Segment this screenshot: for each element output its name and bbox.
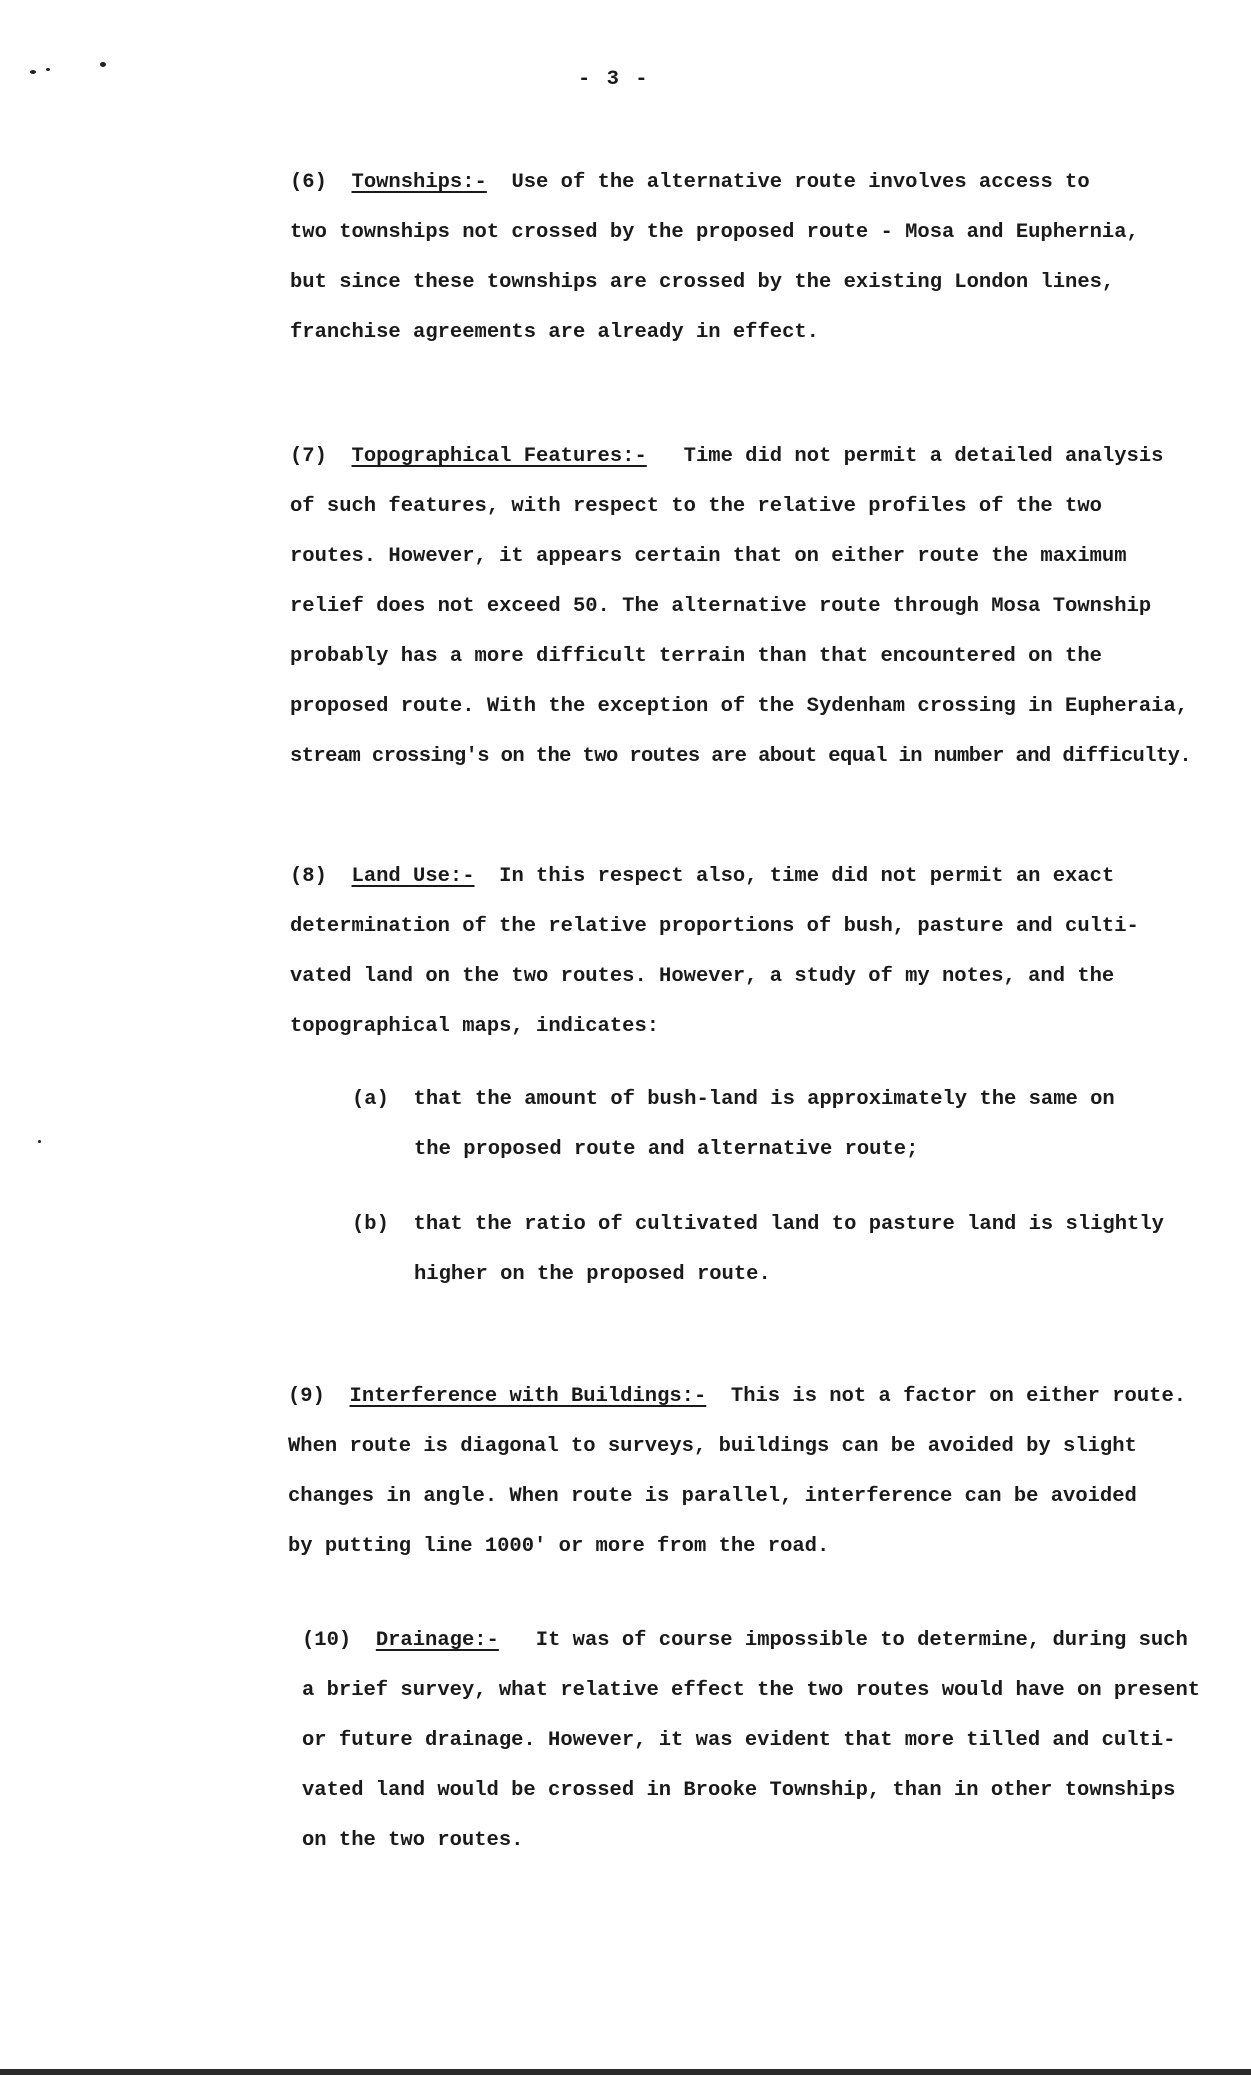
text-line: routes. However, it appears certain that on either route the maximum bbox=[290, 545, 1127, 568]
text-line: the proposed route and alternative route; bbox=[414, 1138, 919, 1161]
section-heading: Townships:- bbox=[351, 171, 487, 194]
text-line: vated land would be crossed in Brooke Township, than in other townships bbox=[302, 1779, 1176, 1802]
text-line: This is not a factor on either route. bbox=[730, 1385, 1187, 1408]
text-line: two townships not crossed by the proposed route - Mosa and Euphernia, bbox=[290, 221, 1139, 244]
section-number: (6) bbox=[290, 171, 327, 194]
section-heading: Drainage:- bbox=[375, 1629, 499, 1652]
text-line: relief does not exceed 50. The alternative route through Mosa Township bbox=[290, 595, 1152, 618]
text-line: by putting line 1000' or more from the road. bbox=[288, 1535, 830, 1558]
text-line: changes in angle. When route is parallel, interference can be avoided bbox=[288, 1485, 1137, 1508]
text-line: or future drainage. However, it was evident that more tilled and culti- bbox=[302, 1729, 1176, 1752]
text-line: It was of course impossible to determine, during such bbox=[535, 1629, 1188, 1652]
section-heading: Interference with Buildings:- bbox=[349, 1385, 707, 1408]
section-interference-with-buildings bbox=[288, 1372, 1218, 1572]
text-line: In this respect also, time did not permit an exact bbox=[499, 865, 1115, 888]
section-topographical-features bbox=[290, 432, 1220, 782]
page-number: - 3 - bbox=[578, 68, 650, 91]
section-number: (7) bbox=[290, 445, 327, 468]
text-line: determination of the relative proportions of bush, pasture and culti- bbox=[290, 915, 1139, 938]
text-line: probably has a more difficult terrain than that encountered on the bbox=[290, 645, 1102, 668]
section-land-use bbox=[290, 852, 1220, 1052]
text-line: on the two routes. bbox=[302, 1829, 524, 1852]
text-line: higher on the proposed route. bbox=[414, 1263, 771, 1286]
text-line: When route is diagonal to surveys, buildings can be avoided by slight bbox=[288, 1435, 1137, 1458]
text-line: franchise agreements are already in effect. bbox=[290, 321, 819, 344]
text-line: proposed route. With the exception of the Sydenham crossing in Eupheraia, bbox=[290, 695, 1189, 718]
text-line: vated land on the two routes. However, a study of my notes, and the bbox=[290, 965, 1115, 988]
page-edge-shadow bbox=[0, 2069, 1251, 2075]
text-line: that the amount of bush-land is approximately the same on bbox=[413, 1088, 1115, 1111]
list-marker: (a) bbox=[352, 1088, 389, 1111]
section-heading: Topographical Features:- bbox=[351, 445, 647, 468]
text-line: Use of the alternative route involves access to bbox=[511, 171, 1090, 194]
list-marker: (b) bbox=[352, 1213, 389, 1236]
section-drainage bbox=[302, 1616, 1232, 1866]
section-townships bbox=[290, 158, 1220, 358]
scan-speck bbox=[38, 1140, 41, 1143]
text-line: but since these townships are crossed by the existing London lines, bbox=[290, 271, 1115, 294]
scan-speck bbox=[100, 62, 106, 67]
text-line: of such features, with respect to the relative profiles of the two bbox=[290, 495, 1102, 518]
text-line: a brief survey, what relative effect the two routes would have on present bbox=[302, 1679, 1201, 1702]
section-number: (9) bbox=[288, 1385, 325, 1408]
list-item-a bbox=[352, 1075, 1251, 1175]
section-number: (10) bbox=[302, 1629, 352, 1652]
section-number: (8) bbox=[290, 865, 327, 888]
text-line: stream crossing's on the two routes are about equal in number and difficulty. bbox=[290, 745, 1192, 768]
text-line: Time did not permit a detailed analysis bbox=[683, 445, 1164, 468]
section-heading: Land Use:- bbox=[351, 865, 475, 888]
text-line: topographical maps, indicates: bbox=[290, 1015, 660, 1038]
text-line: that the ratio of cultivated land to pasture land is slightly bbox=[413, 1213, 1164, 1236]
list-item-b bbox=[352, 1200, 1251, 1300]
